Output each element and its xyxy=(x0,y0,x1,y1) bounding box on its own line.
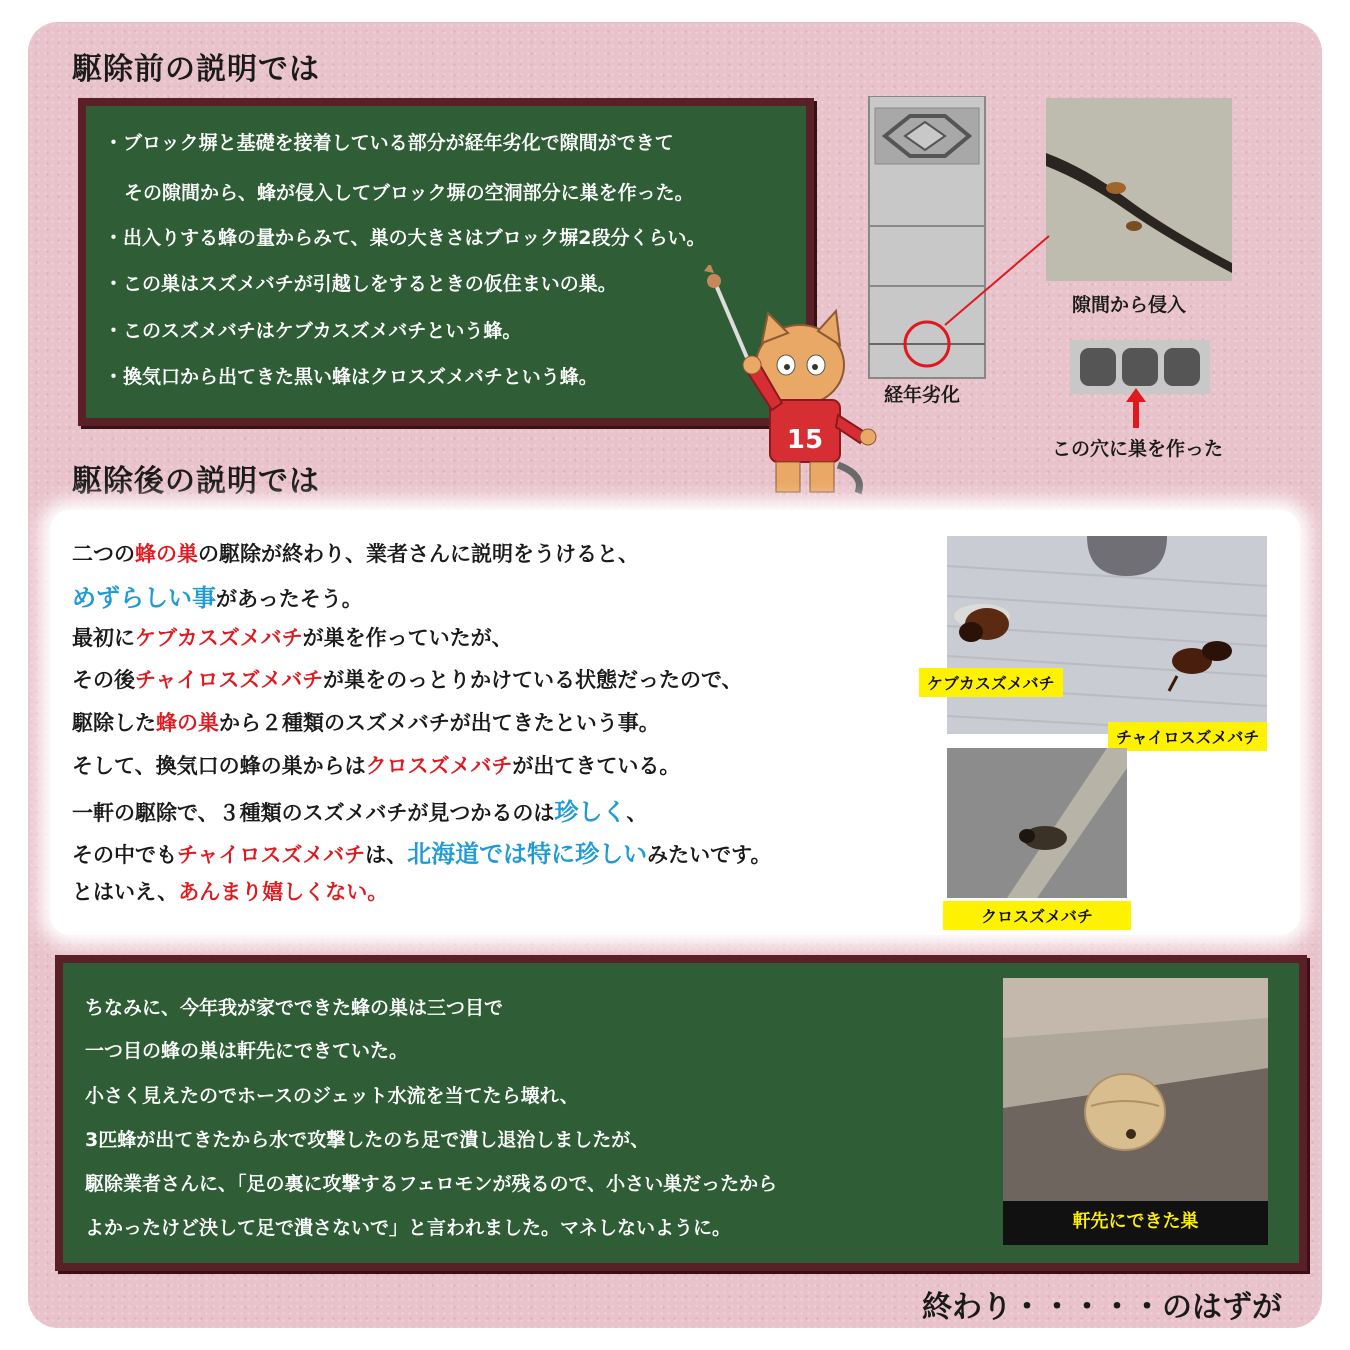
board-line: ・出入りする蜂の量からみて、巣の大きさはブロック塀2段分くらい。 xyxy=(104,227,706,249)
body-line: 最初にケブカスズメバチが巣を作っていたが、 xyxy=(72,626,513,650)
hollow-block-diagram xyxy=(1070,340,1210,394)
board-line: ・この巣はスズメバチが引越しをするときの仮住まいの巣。 xyxy=(104,273,617,295)
caption-gap: 隙間から侵入 xyxy=(1072,294,1187,316)
section2-heading: 駆除後の説明では xyxy=(72,464,320,499)
tag-chairo: チャイロスズメバチ xyxy=(1108,722,1267,751)
arrow-up-icon xyxy=(1126,388,1146,428)
body-line: とはいえ、あんまり嬉しくない。 xyxy=(72,880,389,904)
board-line: その隙間から、蜂が侵入してブロック塀の空洞部分に巣を作った。 xyxy=(124,182,694,204)
eaves-nest-caption: 軒先にできた巣 xyxy=(1072,1211,1199,1232)
kuro-hornet-image xyxy=(947,748,1127,898)
board-line: ・換気口から出てきた黒い蜂はクロスズメバチという蜂。 xyxy=(104,366,598,388)
tag-kuro: クロスズメバチ xyxy=(943,901,1131,930)
body-line: 二つの蜂の巣の駆除が終わり、業者さんに説明をうけると、 xyxy=(72,542,639,566)
hornets-image xyxy=(947,536,1267,734)
kuro-hornet-photo xyxy=(947,748,1127,898)
crack-image xyxy=(1046,98,1232,281)
body-line: そして、換気口の蜂の巣からはクロスズメバチが出てきている。 xyxy=(72,754,681,778)
jersey-number: 15 xyxy=(786,425,824,455)
note-line: 小さく見えたのでホースのジェット水流を当てたら壊れ、 xyxy=(85,1085,579,1107)
caption-aging: 経年劣化 xyxy=(884,384,961,406)
body-line: 一軒の駆除で、３種類のスズメバチが見つかるのは珍しく、 xyxy=(72,798,648,826)
hornets-photo xyxy=(947,536,1267,734)
note-line: ちなみに、今年我が家でできた蜂の巣は三つ目で xyxy=(85,997,504,1019)
note-line: 駆除業者さんに、「足の裏に攻撃するフェロモンが残るので、小さい巣だったから xyxy=(85,1173,778,1195)
caption-hole: この穴に巣を作った xyxy=(1052,438,1224,460)
eaves-nest-photo xyxy=(1003,978,1268,1245)
board-line: ・このスズメバチはケブカスズメバチという蜂。 xyxy=(104,320,522,342)
body-line: その後チャイロスズメバチが巣をのっとりかけている状態だったので、 xyxy=(72,668,743,692)
tag-kebuka: ケブカスズメバチ xyxy=(919,668,1063,697)
crack-photo xyxy=(1046,98,1232,281)
body-line: その中でもチャイロスズメバチは、北海道では特に珍しいみたいです。 xyxy=(72,840,772,868)
note-line: 3匹蜂が出てきたから水で攻撃したのち足で潰し退治しましたが、 xyxy=(85,1129,650,1151)
board-line: ・ブロック塀と基礎を接着している部分が経年劣化で隙間ができて xyxy=(104,132,674,154)
ending-text: 終わり・・・・・のはずが xyxy=(922,1290,1282,1325)
note-line: よかったけど決して足で潰さないで」と言われました。マネしないように。 xyxy=(85,1217,732,1239)
pointer-line xyxy=(925,230,1055,345)
body-line: めずらしい事があったそう。 xyxy=(72,584,363,612)
body-line: 駆除した蜂の巣から２種類のスズメバチが出てきたという事。 xyxy=(72,711,660,735)
note-line: 一つ目の蜂の巣は軒先にできていた。 xyxy=(85,1040,409,1062)
cat-mascot-illustration xyxy=(690,265,890,500)
section1-heading: 駆除前の説明では xyxy=(72,52,320,87)
